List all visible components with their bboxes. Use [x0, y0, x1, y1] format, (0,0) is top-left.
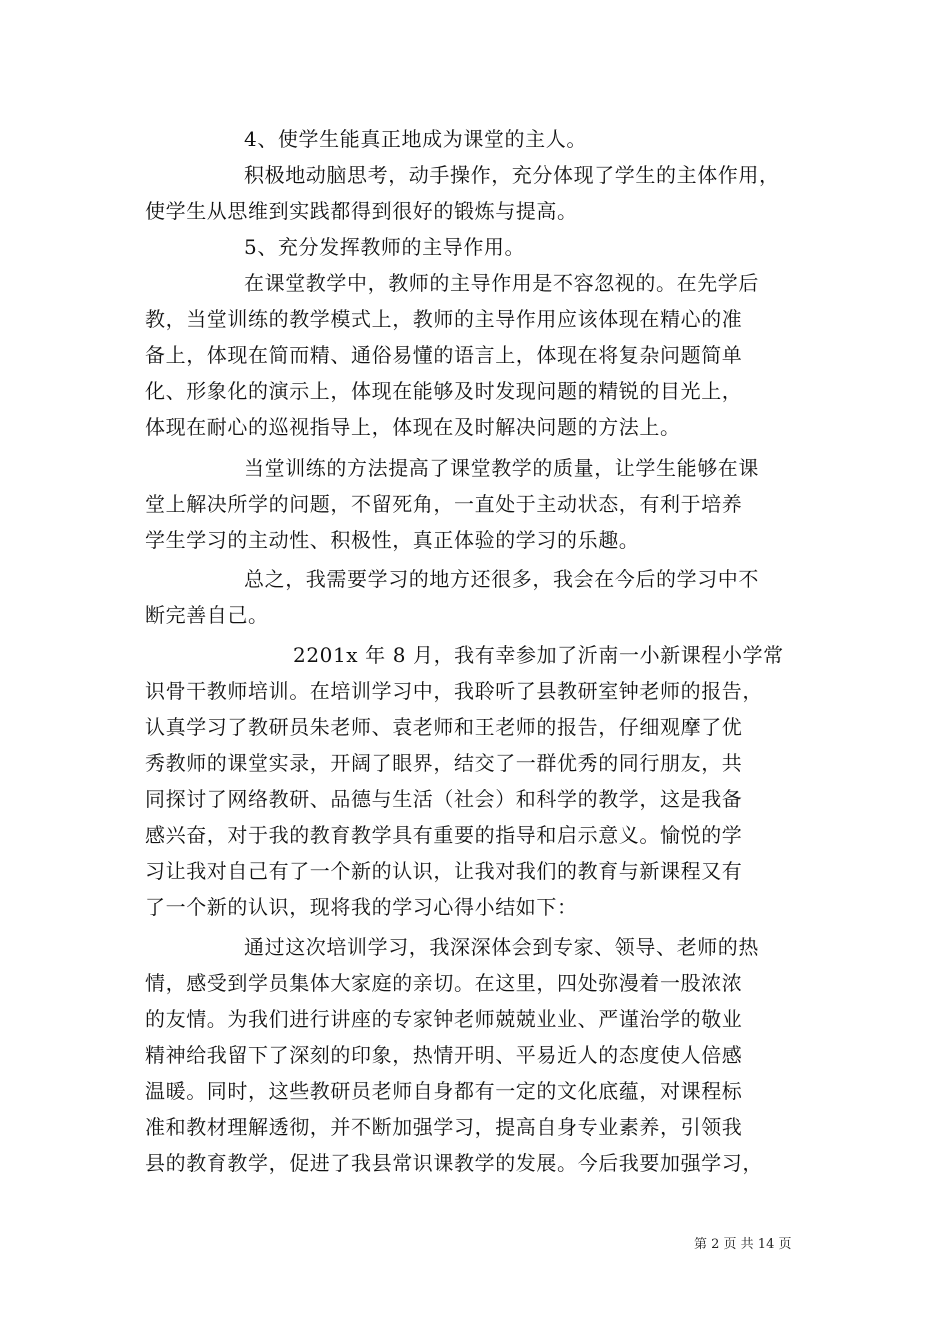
body-line: 5、充分发挥教师的主导作用。	[244, 235, 526, 259]
body-line: 了一个新的认识，现将我的学习心得小结如下：	[145, 895, 578, 919]
page-number: 第 2 页 共 14 页	[694, 1237, 792, 1252]
body-line: 断完善自己。	[145, 603, 269, 627]
body-line: 情，感受到学员集体大家庭的亲切。在这里，四处弥漫着一股浓浓	[145, 971, 743, 995]
body-line: 4、使学生能真正地成为课堂的主人。	[244, 127, 587, 151]
body-line: 识骨干教师培训。在培训学习中，我聆听了县教研室钟老师的报告，	[145, 679, 763, 703]
body-line: 总之，我需要学习的地方还很多，我会在今后的学习中不	[244, 567, 759, 591]
body-line: 秀教师的课堂实录，开阔了眼界，结交了一群优秀的同行朋友，共	[145, 751, 743, 775]
body-line: 感兴奋，对于我的教育教学具有重要的指导和启示意义。愉悦的学	[145, 823, 743, 847]
body-line: 准和教材理解透彻，并不断加强学习，提高自身专业素养，引领我	[145, 1115, 743, 1139]
body-line: 体现在耐心的巡视指导上，体现在及时解决问题的方法上。	[145, 415, 681, 439]
body-line: 的友情。为我们进行讲座的专家钟老师兢兢业业、严谨治学的敬业	[145, 1007, 743, 1031]
body-line: 同探讨了网络教研、品德与生活（社会）和科学的教学，这是我备	[145, 787, 743, 811]
body-line: 备上，体现在简而精、通俗易懂的语言上，体现在将复杂问题简单	[145, 343, 743, 367]
body-line: 化、形象化的演示上，体现在能够及时发现问题的精锐的目光上，	[145, 379, 743, 403]
body-line: 2201x 年 8 月，我有幸参加了沂南一小新课程小学常	[293, 643, 784, 667]
body-line: 积极地动脑思考，动手操作，充分体现了学生的主体作用，	[244, 163, 780, 187]
body-line: 通过这次培训学习，我深深体会到专家、领导、老师的热	[244, 935, 759, 959]
body-line: 在课堂教学中，教师的主导作用是不容忽视的。在先学后	[244, 271, 759, 295]
body-line: 温暖。同时，这些教研员老师自身都有一定的文化底蕴，对课程标	[145, 1079, 743, 1103]
body-line: 堂上解决所学的问题，不留死角，一直处于主动状态，有利于培养	[145, 492, 743, 516]
body-line: 县的教育教学，促进了我县常识课教学的发展。今后我要加强学习，	[145, 1151, 763, 1175]
body-line: 精神给我留下了深刻的印象，热情开明、平易近人的态度使人倍感	[145, 1043, 743, 1067]
body-line: 认真学习了教研员朱老师、袁老师和王老师的报告，仔细观摩了优	[145, 715, 743, 739]
body-line: 习让我对自己有了一个新的认识，让我对我们的教育与新课程又有	[145, 859, 743, 883]
body-line: 学生学习的主动性、积极性，真正体验的学习的乐趣。	[145, 528, 640, 552]
body-line: 当堂训练的方法提高了课堂教学的质量，让学生能够在课	[244, 456, 759, 480]
body-line: 教，当堂训练的教学模式上，教师的主导作用应该体现在精心的准	[145, 307, 743, 331]
body-line: 使学生从思维到实践都得到很好的锻炼与提高。	[145, 199, 578, 223]
